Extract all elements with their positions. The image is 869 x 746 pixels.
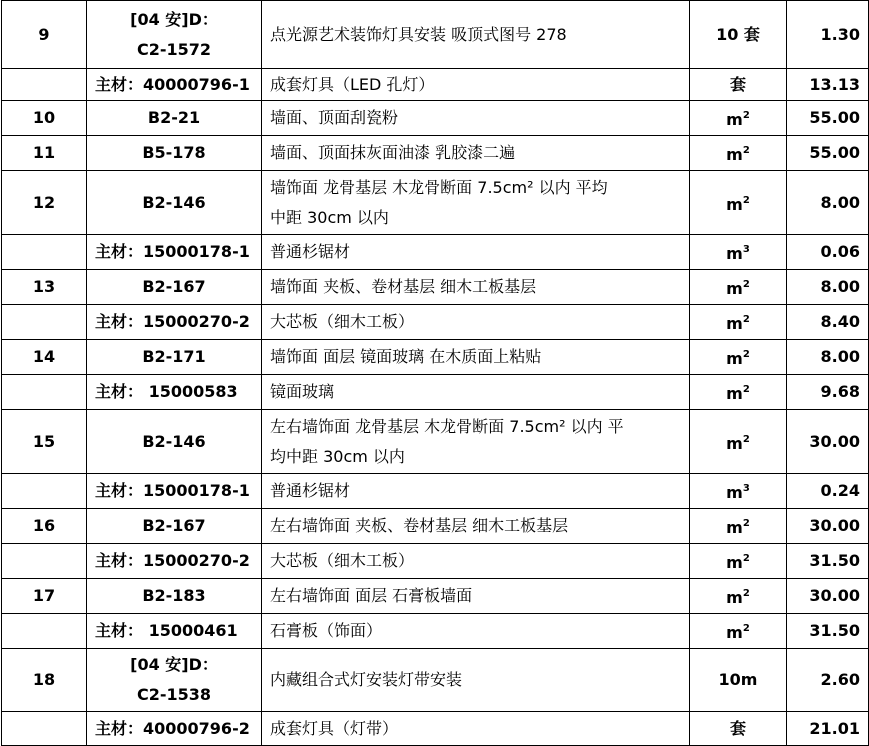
item-number-cell	[2, 474, 87, 509]
unit-text: 10 套	[716, 24, 760, 44]
item-number-cell	[2, 712, 87, 746]
item-number-cell: 13	[2, 270, 87, 305]
description-text: 点光源艺术装饰灯具安装 吸顶式图号 278	[270, 24, 567, 44]
item-number-cell	[2, 305, 87, 340]
description-cell	[262, 136, 690, 171]
quota-code-cell	[87, 544, 262, 579]
quota-code-text: B2-183	[142, 586, 206, 605]
unit-text: m	[726, 314, 743, 333]
unit-text: m	[726, 623, 743, 642]
quota-code-text: [04 安]D：	[130, 655, 218, 674]
description-text: 墙饰面 面层 镜面玻璃 在木质面上粘贴	[270, 347, 542, 366]
description-text: 中距 30cm 以内	[270, 207, 389, 227]
quota-code-cell	[87, 649, 262, 712]
quantity-cell: 0.24	[787, 474, 869, 509]
description-cell	[262, 712, 690, 746]
description-text: 墙饰面 龙骨基层 木龙骨断面 7.5cm² 以内 平均	[270, 177, 608, 197]
unit-text: m	[726, 384, 743, 403]
quota-code-text: B2-167	[142, 277, 206, 296]
table-row	[2, 410, 869, 474]
description-text: 左右墙饰面 龙骨基层 木龙骨断面 7.5cm² 以内 平	[270, 416, 624, 436]
description-text: 成套灯具（LED 孔灯）	[270, 74, 435, 94]
unit-text: m	[726, 279, 743, 298]
material-row	[2, 614, 869, 649]
item-number-cell: 12	[2, 171, 87, 235]
description-text: 大芯板（细木工板）	[270, 312, 415, 331]
unit-text: m	[726, 145, 743, 164]
quota-code-cell	[87, 235, 262, 270]
item-number-cell: 18	[2, 649, 87, 712]
description-cell	[262, 509, 690, 544]
table-row	[2, 171, 869, 235]
description-cell	[262, 1, 690, 69]
description-cell	[262, 270, 690, 305]
quota-code-cell	[87, 305, 262, 340]
quantity-cell: 8.00	[787, 340, 869, 375]
unit-text: m	[726, 553, 743, 572]
unit-cell	[690, 544, 787, 579]
unit-text: 10m	[718, 670, 758, 689]
quota-code-cell	[87, 340, 262, 375]
description-text: 左右墙饰面 面层 石膏板墙面	[270, 586, 473, 605]
unit-exponent: 2	[742, 349, 750, 360]
quantity-cell: 9.68	[787, 375, 869, 410]
table-row	[2, 101, 869, 136]
unit-exponent: 2	[742, 588, 750, 599]
description-text: 成套灯具（灯带）	[270, 718, 399, 738]
description-text: 普通杉锯材	[270, 242, 351, 261]
description-cell	[262, 375, 690, 410]
unit-exponent: 2	[742, 553, 750, 564]
item-number-cell	[2, 375, 87, 410]
unit-exponent: 2	[742, 384, 750, 395]
description-cell	[262, 305, 690, 340]
quota-code-text: B2-171	[142, 347, 206, 366]
unit-exponent: 2	[742, 110, 750, 121]
description-text: 内藏组合式灯安装灯带安装	[270, 670, 463, 689]
quota-code-text: 主材：15000178-1	[95, 242, 250, 261]
quota-code-cell	[87, 375, 262, 410]
quota-code-text: C2-1538	[136, 685, 212, 704]
table-row	[2, 509, 869, 544]
description-text: 大芯板（细木工板）	[270, 551, 415, 570]
unit-cell	[690, 375, 787, 410]
quota-code-text: B2-146	[142, 192, 206, 212]
item-number-cell: 14	[2, 340, 87, 375]
quota-code-cell	[87, 69, 262, 101]
unit-cell	[690, 235, 787, 270]
item-number-cell: 9	[2, 1, 87, 69]
quota-code-text: [04 安]D：	[130, 9, 218, 29]
unit-cell	[690, 270, 787, 305]
material-row	[2, 375, 869, 410]
quota-code-text: 主材：40000796-2	[95, 718, 250, 738]
unit-text: m	[726, 349, 743, 368]
unit-cell	[690, 340, 787, 375]
unit-cell	[690, 614, 787, 649]
item-number-cell	[2, 69, 87, 101]
description-text: 普通杉锯材	[270, 481, 351, 500]
unit-exponent: 2	[742, 279, 750, 290]
quota-code-text: C2-1572	[136, 39, 212, 59]
material-row	[2, 712, 869, 746]
description-cell	[262, 474, 690, 509]
unit-cell	[690, 1, 787, 69]
material-row	[2, 69, 869, 101]
item-number-cell	[2, 614, 87, 649]
quota-code-text: 主材：15000178-1	[95, 481, 250, 500]
description-cell	[262, 340, 690, 375]
unit-exponent: 2	[742, 314, 750, 325]
quantity-cell: 55.00	[787, 136, 869, 171]
quota-code-cell	[87, 171, 262, 235]
unit-cell	[690, 509, 787, 544]
quantity-cell: 31.50	[787, 544, 869, 579]
quota-code-text: B5-178	[142, 143, 206, 162]
description-cell	[262, 579, 690, 614]
material-row	[2, 474, 869, 509]
quota-code-cell	[87, 410, 262, 474]
item-number-cell: 11	[2, 136, 87, 171]
table-row	[2, 579, 869, 614]
description-cell	[262, 649, 690, 712]
description-cell	[262, 69, 690, 101]
unit-exponent: 2	[742, 194, 750, 206]
quantity-cell: 30.00	[787, 509, 869, 544]
description-text: 墙饰面 夹板、卷材基层 细木工板基层	[270, 277, 537, 296]
quota-code-cell	[87, 1, 262, 69]
unit-exponent: 2	[742, 433, 750, 445]
quota-code-cell	[87, 509, 262, 544]
quota-code-text: 主材：15000270-2	[95, 551, 250, 570]
description-cell	[262, 544, 690, 579]
quantity-cell: 31.50	[787, 614, 869, 649]
unit-cell	[690, 101, 787, 136]
quota-code-cell	[87, 712, 262, 746]
quota-code-text: B2-21	[147, 108, 201, 127]
quantity-cell: 1.30	[787, 1, 869, 69]
item-number-cell: 17	[2, 579, 87, 614]
quota-code-cell	[87, 579, 262, 614]
unit-cell	[690, 136, 787, 171]
description-text: 左右墙饰面 夹板、卷材基层 细木工板基层	[270, 516, 569, 535]
quantity-cell: 30.00	[787, 579, 869, 614]
quantity-cell: 55.00	[787, 101, 869, 136]
unit-cell	[690, 171, 787, 235]
item-number-cell: 15	[2, 410, 87, 474]
unit-text: m	[726, 588, 743, 607]
table-row	[2, 270, 869, 305]
unit-exponent: 3	[742, 244, 750, 255]
description-text: 石膏板（饰面）	[270, 621, 383, 640]
description-cell	[262, 101, 690, 136]
unit-cell	[690, 305, 787, 340]
unit-exponent: 3	[742, 483, 750, 494]
description-text: 墙面、顶面刮瓷粉	[270, 108, 399, 127]
quantity-cell: 8.00	[787, 171, 869, 235]
item-number-cell	[2, 235, 87, 270]
unit-text: m	[726, 244, 743, 263]
quota-code-text: 主材： 15000583	[95, 382, 238, 401]
table-row	[2, 649, 869, 712]
unit-cell	[690, 649, 787, 712]
quota-code-cell	[87, 136, 262, 171]
unit-text: m	[726, 483, 743, 502]
quota-code-cell	[87, 270, 262, 305]
unit-cell	[690, 474, 787, 509]
item-number-cell: 16	[2, 509, 87, 544]
quota-code-cell	[87, 474, 262, 509]
quantity-cell: 8.40	[787, 305, 869, 340]
material-row	[2, 305, 869, 340]
quota-code-text: 主材：15000270-2	[95, 312, 250, 331]
description-text: 墙面、顶面抹灰面油漆 乳胶漆二遍	[270, 143, 516, 162]
unit-text: 套	[729, 718, 746, 738]
quantity-cell: 2.60	[787, 649, 869, 712]
description-cell	[262, 171, 690, 235]
item-number-cell: 10	[2, 101, 87, 136]
quota-code-text: 主材： 15000461	[95, 621, 238, 640]
unit-text: 套	[729, 74, 746, 94]
quantity-cell: 21.01	[787, 712, 869, 746]
quota-code-cell	[87, 614, 262, 649]
description-cell	[262, 614, 690, 649]
description-cell	[262, 235, 690, 270]
table-row	[2, 1, 869, 69]
table-row	[2, 340, 869, 375]
quantity-cell: 13.13	[787, 69, 869, 101]
unit-cell	[690, 69, 787, 101]
material-row	[2, 544, 869, 579]
material-row	[2, 235, 869, 270]
unit-text: m	[726, 110, 743, 129]
unit-text: m	[726, 433, 743, 453]
item-number-cell	[2, 544, 87, 579]
description-text: 镜面玻璃	[270, 382, 335, 401]
description-text: 均中距 30cm 以内	[270, 446, 405, 466]
quantity-cell: 0.06	[787, 235, 869, 270]
unit-cell	[690, 712, 787, 746]
quota-table-body	[2, 1, 869, 746]
quota-code-cell	[87, 101, 262, 136]
quota-code-text: B2-167	[142, 516, 206, 535]
description-cell	[262, 410, 690, 474]
unit-text: m	[726, 518, 743, 537]
unit-exponent: 2	[742, 145, 750, 156]
quota-table	[1, 0, 869, 746]
quota-code-text: 主材：40000796-1	[95, 74, 250, 94]
quota-code-text: B2-146	[142, 431, 206, 451]
unit-exponent: 2	[742, 623, 750, 634]
unit-exponent: 2	[742, 518, 750, 529]
unit-text: m	[726, 194, 743, 214]
quantity-cell: 30.00	[787, 410, 869, 474]
unit-cell	[690, 579, 787, 614]
table-row	[2, 136, 869, 171]
unit-cell	[690, 410, 787, 474]
quantity-cell: 8.00	[787, 270, 869, 305]
